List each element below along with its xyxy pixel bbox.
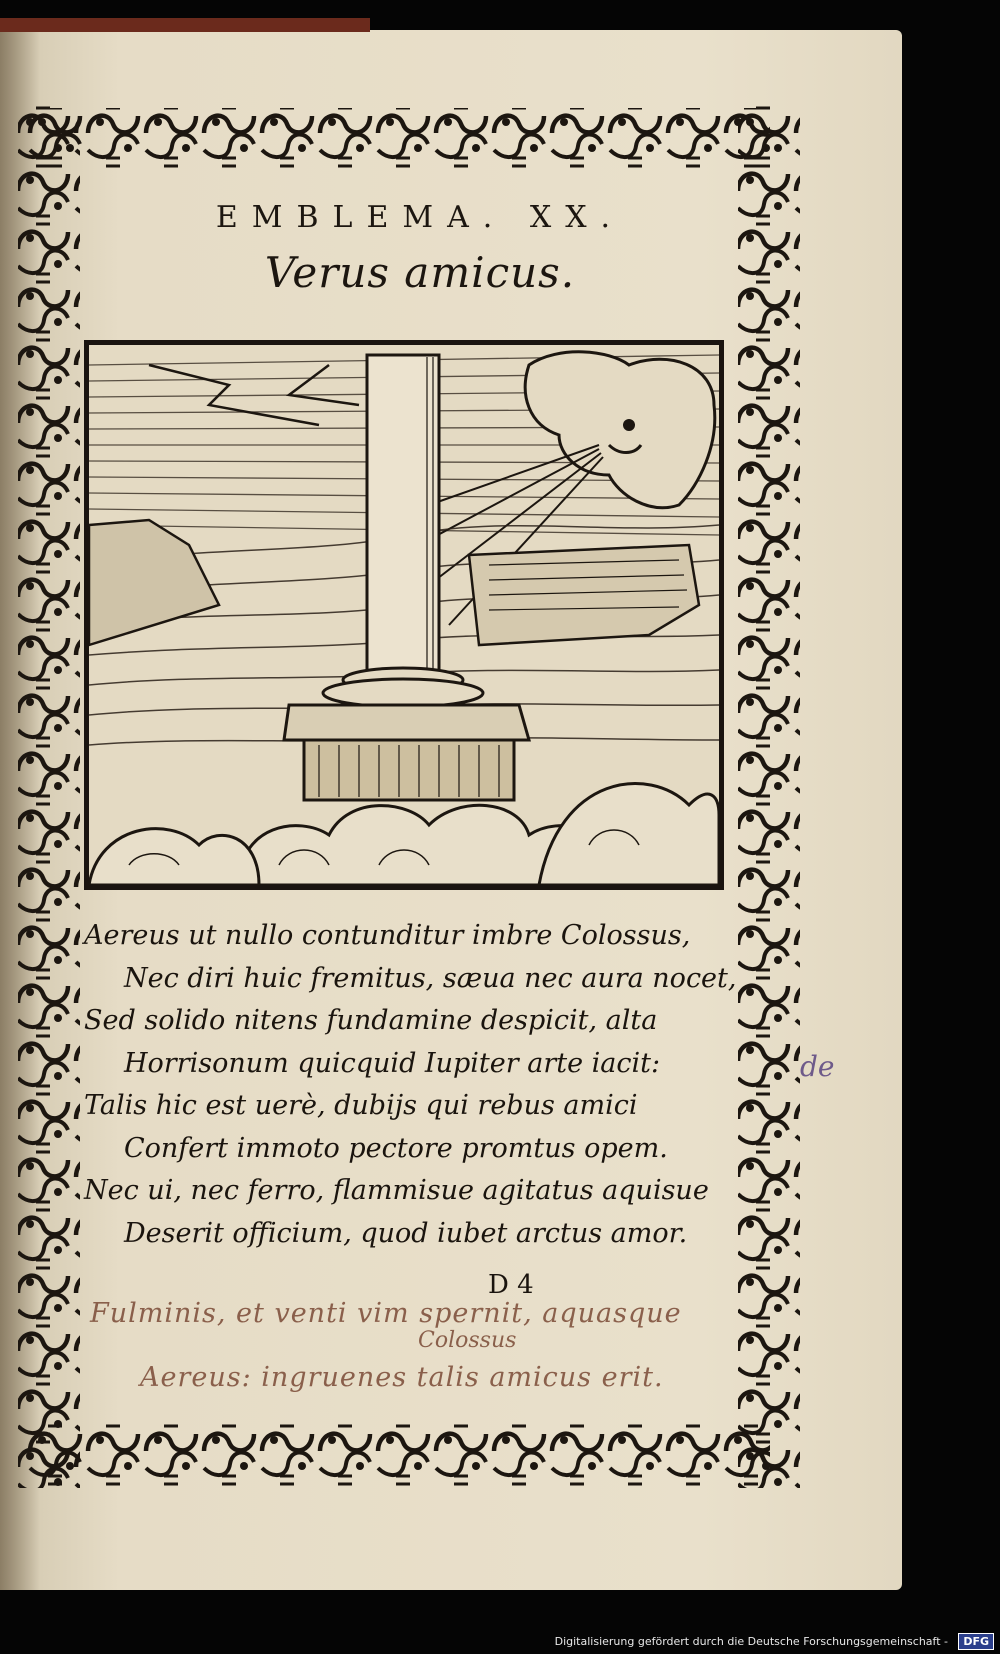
verse-line: Horrisonum quicquid Iupiter arte iacit: — [124, 1047, 661, 1079]
woodcut-illustration — [84, 340, 724, 890]
handwritten-note-insertion: Colossus — [418, 1328, 517, 1353]
verse-line: Nec diri huic fremitus, sæua nec aura nocet, — [124, 962, 737, 994]
verse-line: Confert immoto pectore promtus opem. — [124, 1132, 668, 1164]
signature-mark: D 4 — [488, 1270, 534, 1300]
emblem-motto: Verus amicus. — [264, 248, 576, 297]
ornament-border-left — [14, 104, 84, 1488]
handwritten-note-line: Aereus: ingruenes talis amicus erit. — [140, 1362, 664, 1393]
digitization-credit: Digitalisierung gefördert durch die Deutsche Forschungsgemeinschaft - — [554, 1635, 948, 1648]
verse-text — [84, 915, 737, 1255]
ornament-border-top — [26, 104, 770, 174]
ornament-border-bottom — [26, 1422, 770, 1488]
handwritten-note-line: Fulminis, et venti vim spernit, aquasque — [90, 1298, 682, 1329]
ornament-border-right — [734, 104, 804, 1488]
margin-annotation: de — [800, 1050, 835, 1083]
emblem-number: EMBLEMA. XX. — [215, 200, 625, 235]
verse-line: Nec ui, nec ferro, flammisue agitatus aquisue — [84, 1175, 709, 1206]
verse-line: Sed solido nitens fundamine despicit, alta — [84, 1005, 658, 1036]
verse-line: Aereus ut nullo contunditur imbre Colossus, — [84, 920, 691, 951]
verse-line: Talis hic est uerè, dubijs qui rebus amici — [84, 1090, 638, 1121]
page-edge — [0, 18, 370, 32]
colossus-woodcut-icon — [89, 345, 719, 885]
dfg-logo: DFG — [958, 1633, 994, 1650]
verse-line: Deserit officium, quod iubet arctus amor. — [124, 1217, 688, 1249]
